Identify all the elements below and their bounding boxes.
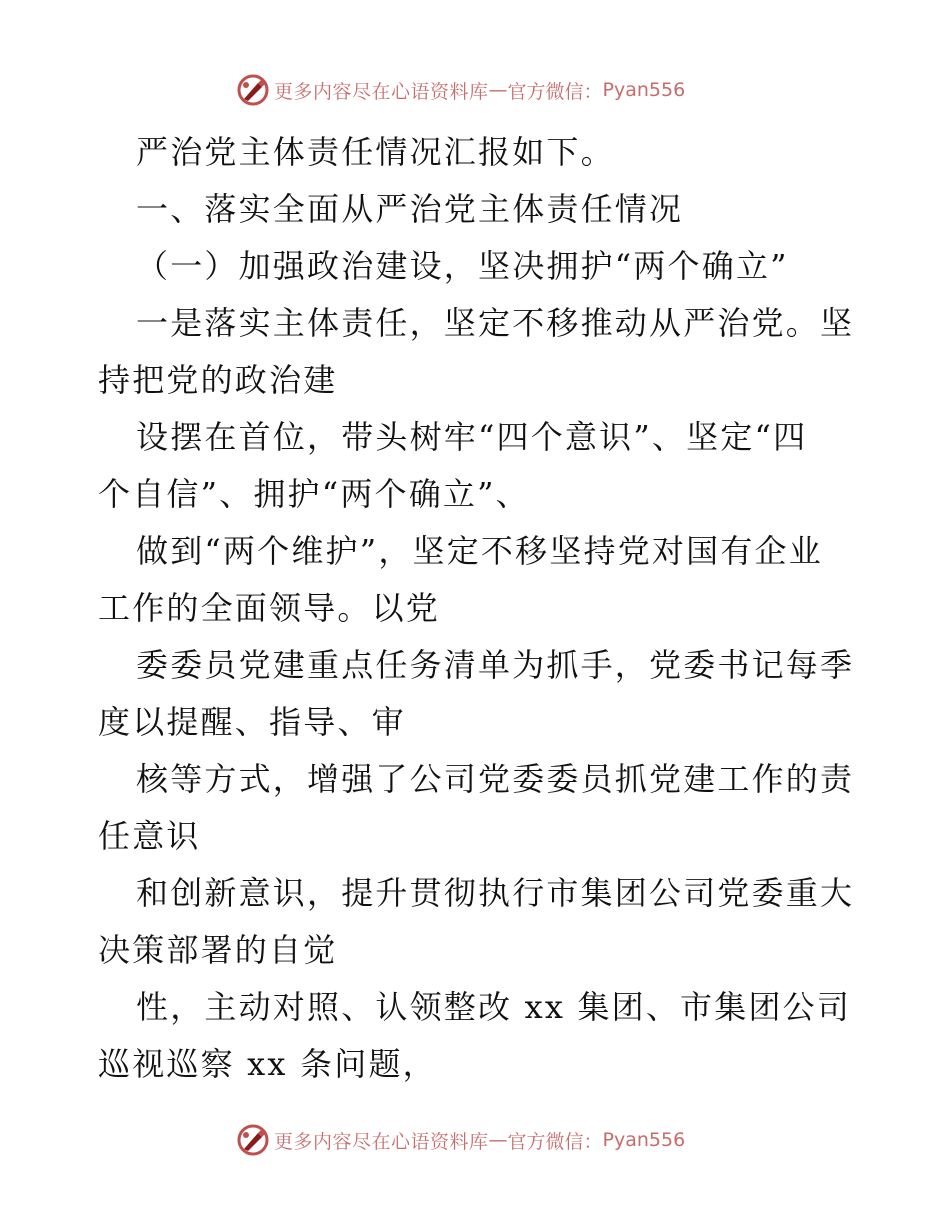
text-line: 性，主动对照、认领整改 xx 集团、市集团公司 <box>136 988 852 1026</box>
text-line: 决策部署的自觉 <box>98 931 338 969</box>
banner-separator: — <box>488 1129 508 1151</box>
header-banner <box>236 72 685 108</box>
text-line: 工作的全面领导。以党 <box>98 589 441 627</box>
text-line: 委委员党建重点任务清单为抓手，党委书记每季 <box>136 646 855 684</box>
text-line: 巡视巡察 xx 条问题， <box>98 1045 437 1083</box>
banner-wechat-id: Pyan556 <box>602 79 686 101</box>
text-line: 持把党的政治建 <box>98 361 338 399</box>
text-line: 做到“两个维护”，坚定不移坚持党对国有企业 <box>136 532 823 570</box>
banner-main-text: 更多内容尽在心语资料库 <box>274 1130 489 1153</box>
banner-separator: — <box>488 79 508 101</box>
banner-main-text: 更多内容尽在心语资料库 <box>274 80 489 103</box>
text-line: 度以提醒、指导、审 <box>98 703 406 741</box>
text-line: 设摆在首位，带头树牢“四个意识”、坚定“四 <box>136 418 808 456</box>
text-line: 任意识 <box>98 817 201 855</box>
text-line: 和创新意识，提升贯彻执行市集团公司党委重大 <box>136 874 855 912</box>
banner-wechat-label: 官方微信： <box>507 1130 603 1153</box>
section-heading: 一、落实全面从严治党主体责任情况 <box>136 190 684 228</box>
text-line: 个自信”、拥护“两个确立”、 <box>98 475 530 513</box>
banner-wechat-id: Pyan556 <box>602 1129 686 1151</box>
subsection-heading: （一）加强政治建设，坚决拥护“两个确立” <box>136 247 789 285</box>
text-line: 严治党主体责任情况汇报如下。 <box>136 133 615 171</box>
text-line: 一是落实主体责任，坚定不移推动从严治党。坚 <box>136 304 855 342</box>
pen-logo-icon <box>236 1123 270 1157</box>
text-line: 核等方式，增强了公司党委委员抓党建工作的责 <box>136 760 855 798</box>
footer-banner <box>236 1122 685 1158</box>
pen-logo-icon <box>236 73 270 107</box>
banner-wechat-label: 官方微信： <box>507 80 603 103</box>
